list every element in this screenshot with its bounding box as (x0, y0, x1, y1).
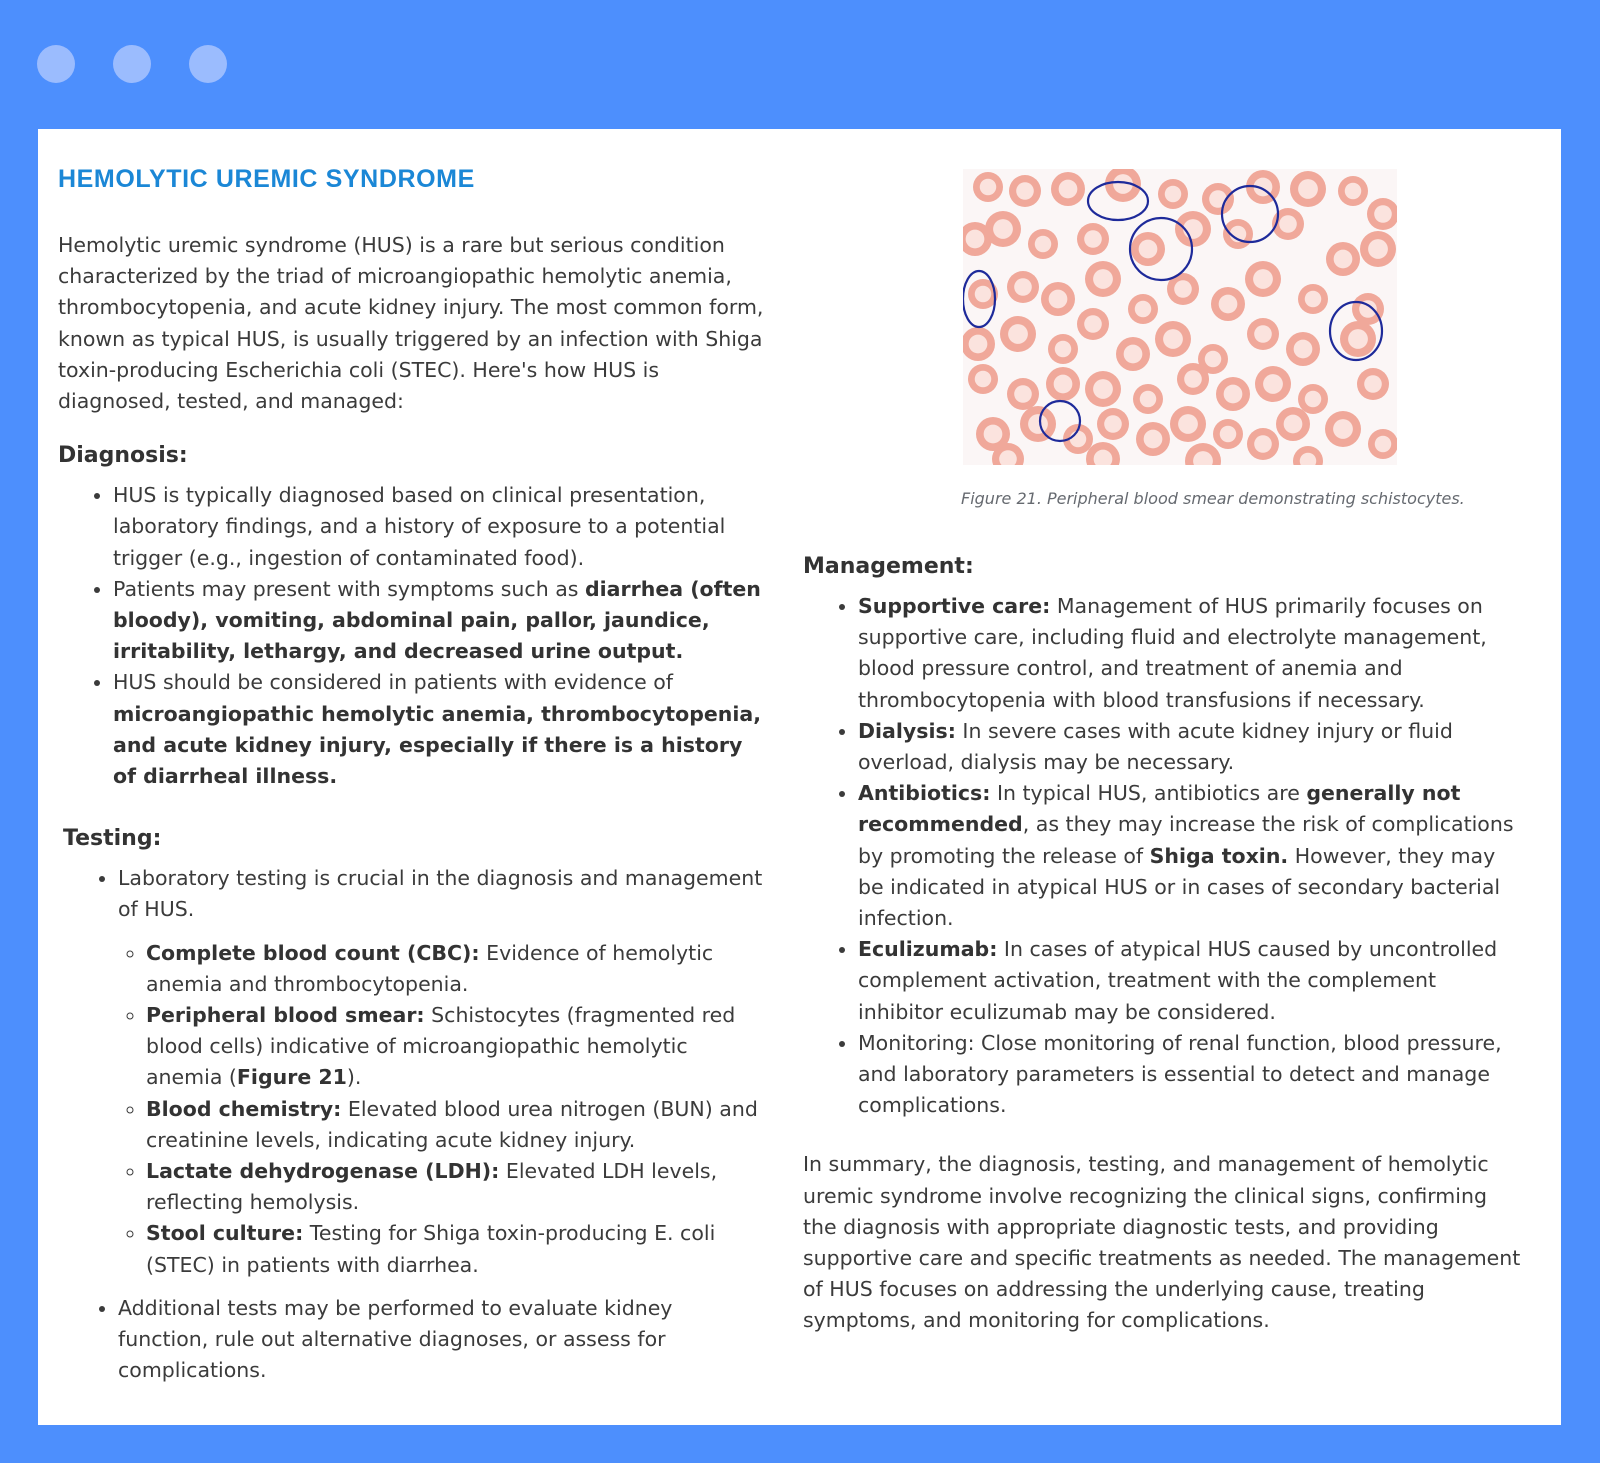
list-item (858, 716, 1523, 778)
cell-pallor (1059, 180, 1078, 199)
list-item (146, 1000, 768, 1094)
cell-pallor (1055, 341, 1072, 358)
diagnosis-list (58, 480, 768, 792)
cell-pallor (1184, 370, 1202, 388)
list-item (146, 1156, 768, 1218)
cell-pallor (1219, 295, 1238, 314)
cell-pallor (984, 425, 1003, 444)
cell-pallor (1375, 436, 1392, 453)
figure-reference: Figure 21 (236, 1065, 347, 1090)
management-list (803, 591, 1523, 1121)
cell-pallor (1084, 315, 1102, 333)
window-close-dot[interactable] (37, 45, 75, 83)
cell-pallor (1368, 239, 1388, 259)
window-maximize-dot[interactable] (189, 45, 227, 83)
list-item (858, 934, 1523, 1028)
cell-pallor (1374, 205, 1392, 223)
window-minimize-dot[interactable] (113, 45, 151, 83)
management-text: Monitoring: Close monitoring of renal function, blood pressure, and laboratory parameters is essential to detect and manage complications. (858, 1030, 1502, 1118)
cell-pallor (993, 219, 1013, 239)
cell-pallor (1139, 240, 1158, 259)
cell-pallor (1220, 426, 1237, 443)
test-label: Lactate dehydrogenase (LDH): (146, 1159, 500, 1184)
cell-pallor (1084, 230, 1102, 248)
diagnosis-item-text: Patients may present with symptoms such as (113, 576, 585, 601)
cell-pallor (1305, 391, 1322, 408)
management-label: Eculizumab: (858, 937, 998, 962)
cell-pallor (1049, 290, 1068, 309)
list-item (146, 1094, 768, 1156)
right-column (803, 169, 1523, 1337)
test-label: Blood chemistry: (146, 1096, 342, 1121)
cell-pallor (1253, 269, 1273, 289)
management-text: , as they may increase the risk of complications by promoting the release of (858, 812, 1514, 868)
cell-pallor (1144, 430, 1163, 449)
cell-pallor (969, 335, 988, 354)
cell-pallor (966, 230, 985, 249)
cell-pallor (1298, 179, 1318, 199)
diagnosis-criteria: microangiopathic hemolytic anemia, thrombocytopenia, and acute kidney injury, especially if there is a history of diarrheal illness. (113, 701, 762, 789)
cell-pallor (1284, 415, 1303, 434)
cell-pallor (1016, 182, 1034, 200)
cell-pallor (1140, 391, 1157, 408)
document-page (38, 129, 1561, 1425)
list-item (118, 1293, 768, 1387)
test-text: Elevated blood urea nitrogen (BUN) and creatinine levels, indicating acute kidney injury. (146, 1096, 758, 1152)
diagnosis-item-text: HUS should be considered in patients with evidence of (113, 670, 674, 695)
management-text: However, they may be indicated in atypical HUS or in cases of secondary bacterial infection. (858, 843, 1501, 931)
list-item (118, 863, 768, 1281)
test-text: Testing for Shiga toxin-producing E. coli (STEC) in patients with diarrhea. (146, 1221, 716, 1277)
management-label: Supportive care: (858, 594, 1051, 618)
management-heading: Management: (803, 554, 974, 579)
cell-pallor (1070, 431, 1087, 448)
test-label: Stool culture: (146, 1221, 304, 1246)
diagnosis-item-text: HUS is typically diagnosed based on clinical presentation, laboratory findings, and a history of exposure to a potential trigger (e.g., ingestion of contaminated food). (113, 483, 726, 570)
diagnosis-symptoms: diarrhea (often bloody), vomiting, abdominal pain, pallor, jaundice, irritability, lethargy, and decreased urine output. (113, 576, 761, 664)
list-item (113, 480, 768, 574)
cell-pallor (1093, 379, 1113, 399)
cell-pallor (975, 371, 992, 388)
test-text: Schistocytes (fragmented red blood cells) indicative of microangiopathic hemolytic anemia ( (146, 1003, 736, 1090)
testing-item-text: Additional tests may be performed to evaluate kidney function, rule out alternative diagnoses, or assess for complications. (118, 1295, 673, 1383)
test-label: Peripheral blood smear: (146, 1003, 425, 1028)
cell-pallor (1054, 375, 1073, 394)
management-text: In severe cases with acute kidney injury or fluid overload, dialysis may be necessary. (858, 718, 1453, 775)
management-label: Dialysis: (858, 718, 956, 743)
cell-pallor (975, 286, 992, 303)
cell-pallor (1333, 419, 1353, 439)
cell-pallor (1014, 278, 1032, 296)
window-controls (37, 45, 227, 83)
blood-smear-image (963, 169, 1397, 465)
diagnosis-heading: Diagnosis: (58, 443, 188, 469)
list-item (146, 1218, 768, 1280)
cell-pallor (1124, 345, 1143, 364)
cell-pallor (1174, 280, 1192, 298)
test-text: Elevated LDH levels, reflecting hemolysis. (146, 1159, 718, 1215)
cell-pallor (1334, 250, 1353, 269)
cell-pallor (1348, 329, 1368, 349)
cell-pallor (1028, 414, 1048, 434)
cell-pallor (1364, 375, 1382, 393)
cell-pallor (980, 179, 997, 196)
cell-pallor (1008, 324, 1028, 344)
cell-pallor (1279, 215, 1297, 233)
cell-pallor (1014, 385, 1032, 403)
cell-pallor (1205, 351, 1222, 368)
management-text: In typical HUS, antibiotics are (990, 781, 1307, 806)
list-item (113, 574, 768, 668)
list-item (113, 667, 768, 792)
intro-paragraph: Hemolytic uremic syndrome (HUS) is a rare but serious condition characterized by the triad of microangiopathic hemolytic anemia, thrombocytopenia, and acute kidney injury. The most common form, known as typical HUS, is usually triggered by an infection with Shiga toxin-producing Escherichia coli (STEC). Here's how HUS is diagnosed, tested, and managed: (58, 233, 764, 414)
management-text: Management of HUS primarily focuses on supportive care, including fluid and electrolyte management, blood pressure control, and treatment of anemia and thrombocytopenia with blood transfusions if necessary. (858, 594, 1487, 712)
test-label: Complete blood count (CBC): (146, 940, 480, 965)
testing-sublist (118, 938, 768, 1281)
cell-pallor (1224, 385, 1243, 404)
figure-21 (961, 169, 1465, 508)
cell-pallor (1345, 183, 1362, 200)
list-item (858, 778, 1523, 934)
cell-pallor (1178, 414, 1198, 434)
left-column (58, 159, 768, 1387)
cell-pallor (1254, 435, 1272, 453)
cell-pallor (1135, 301, 1152, 318)
test-text: ). (346, 1065, 362, 1090)
test-text: Evidence of hemolytic anemia and thrombocytopenia. (146, 940, 714, 996)
cell-pallor (1165, 186, 1182, 203)
cell-pallor (1163, 329, 1183, 349)
management-text: In cases of atypical HUS caused by uncontrolled complement activation, treatment with the complement inhibitor eculizumab may be considered. (858, 937, 1498, 1024)
management-label: Antibiotics: (858, 781, 991, 806)
cell-pallor (1294, 340, 1313, 359)
figure-caption: Figure 21. Peripheral blood smear demonstrating schistocytes. (961, 489, 1465, 508)
cell-pallor (1254, 325, 1272, 343)
testing-list (58, 863, 768, 1386)
list-item (858, 1028, 1523, 1122)
cell-pallor (1305, 291, 1322, 308)
testing-heading: Testing: (63, 826, 162, 852)
cell-pallor (1104, 415, 1122, 433)
list-item (858, 591, 1523, 716)
testing-item-text: Laboratory testing is crucial in the diagnosis and management of HUS. (118, 866, 763, 922)
cell-pallor (1093, 269, 1113, 289)
page-title: HEMOLYTIC UREMIC SYNDROME (58, 165, 475, 193)
list-item (146, 938, 768, 1000)
cell-pallor (1263, 374, 1283, 394)
summary-paragraph: In summary, the diagnosis, testing, and management of hemolytic uremic syndrome involve recognizing the clinical signs, confirming the diagnosis with appropriate diagnostic tests, and providing supportive care and specific treatments as needed. The management of HUS focuses on addressing the underlying cause, treating symptoms, and monitoring for complications. (803, 1152, 1521, 1333)
cell-pallor (1035, 236, 1052, 253)
management-emphasis: generally not recommended (858, 781, 1461, 837)
management-emphasis: Shiga toxin. (1149, 843, 1289, 868)
